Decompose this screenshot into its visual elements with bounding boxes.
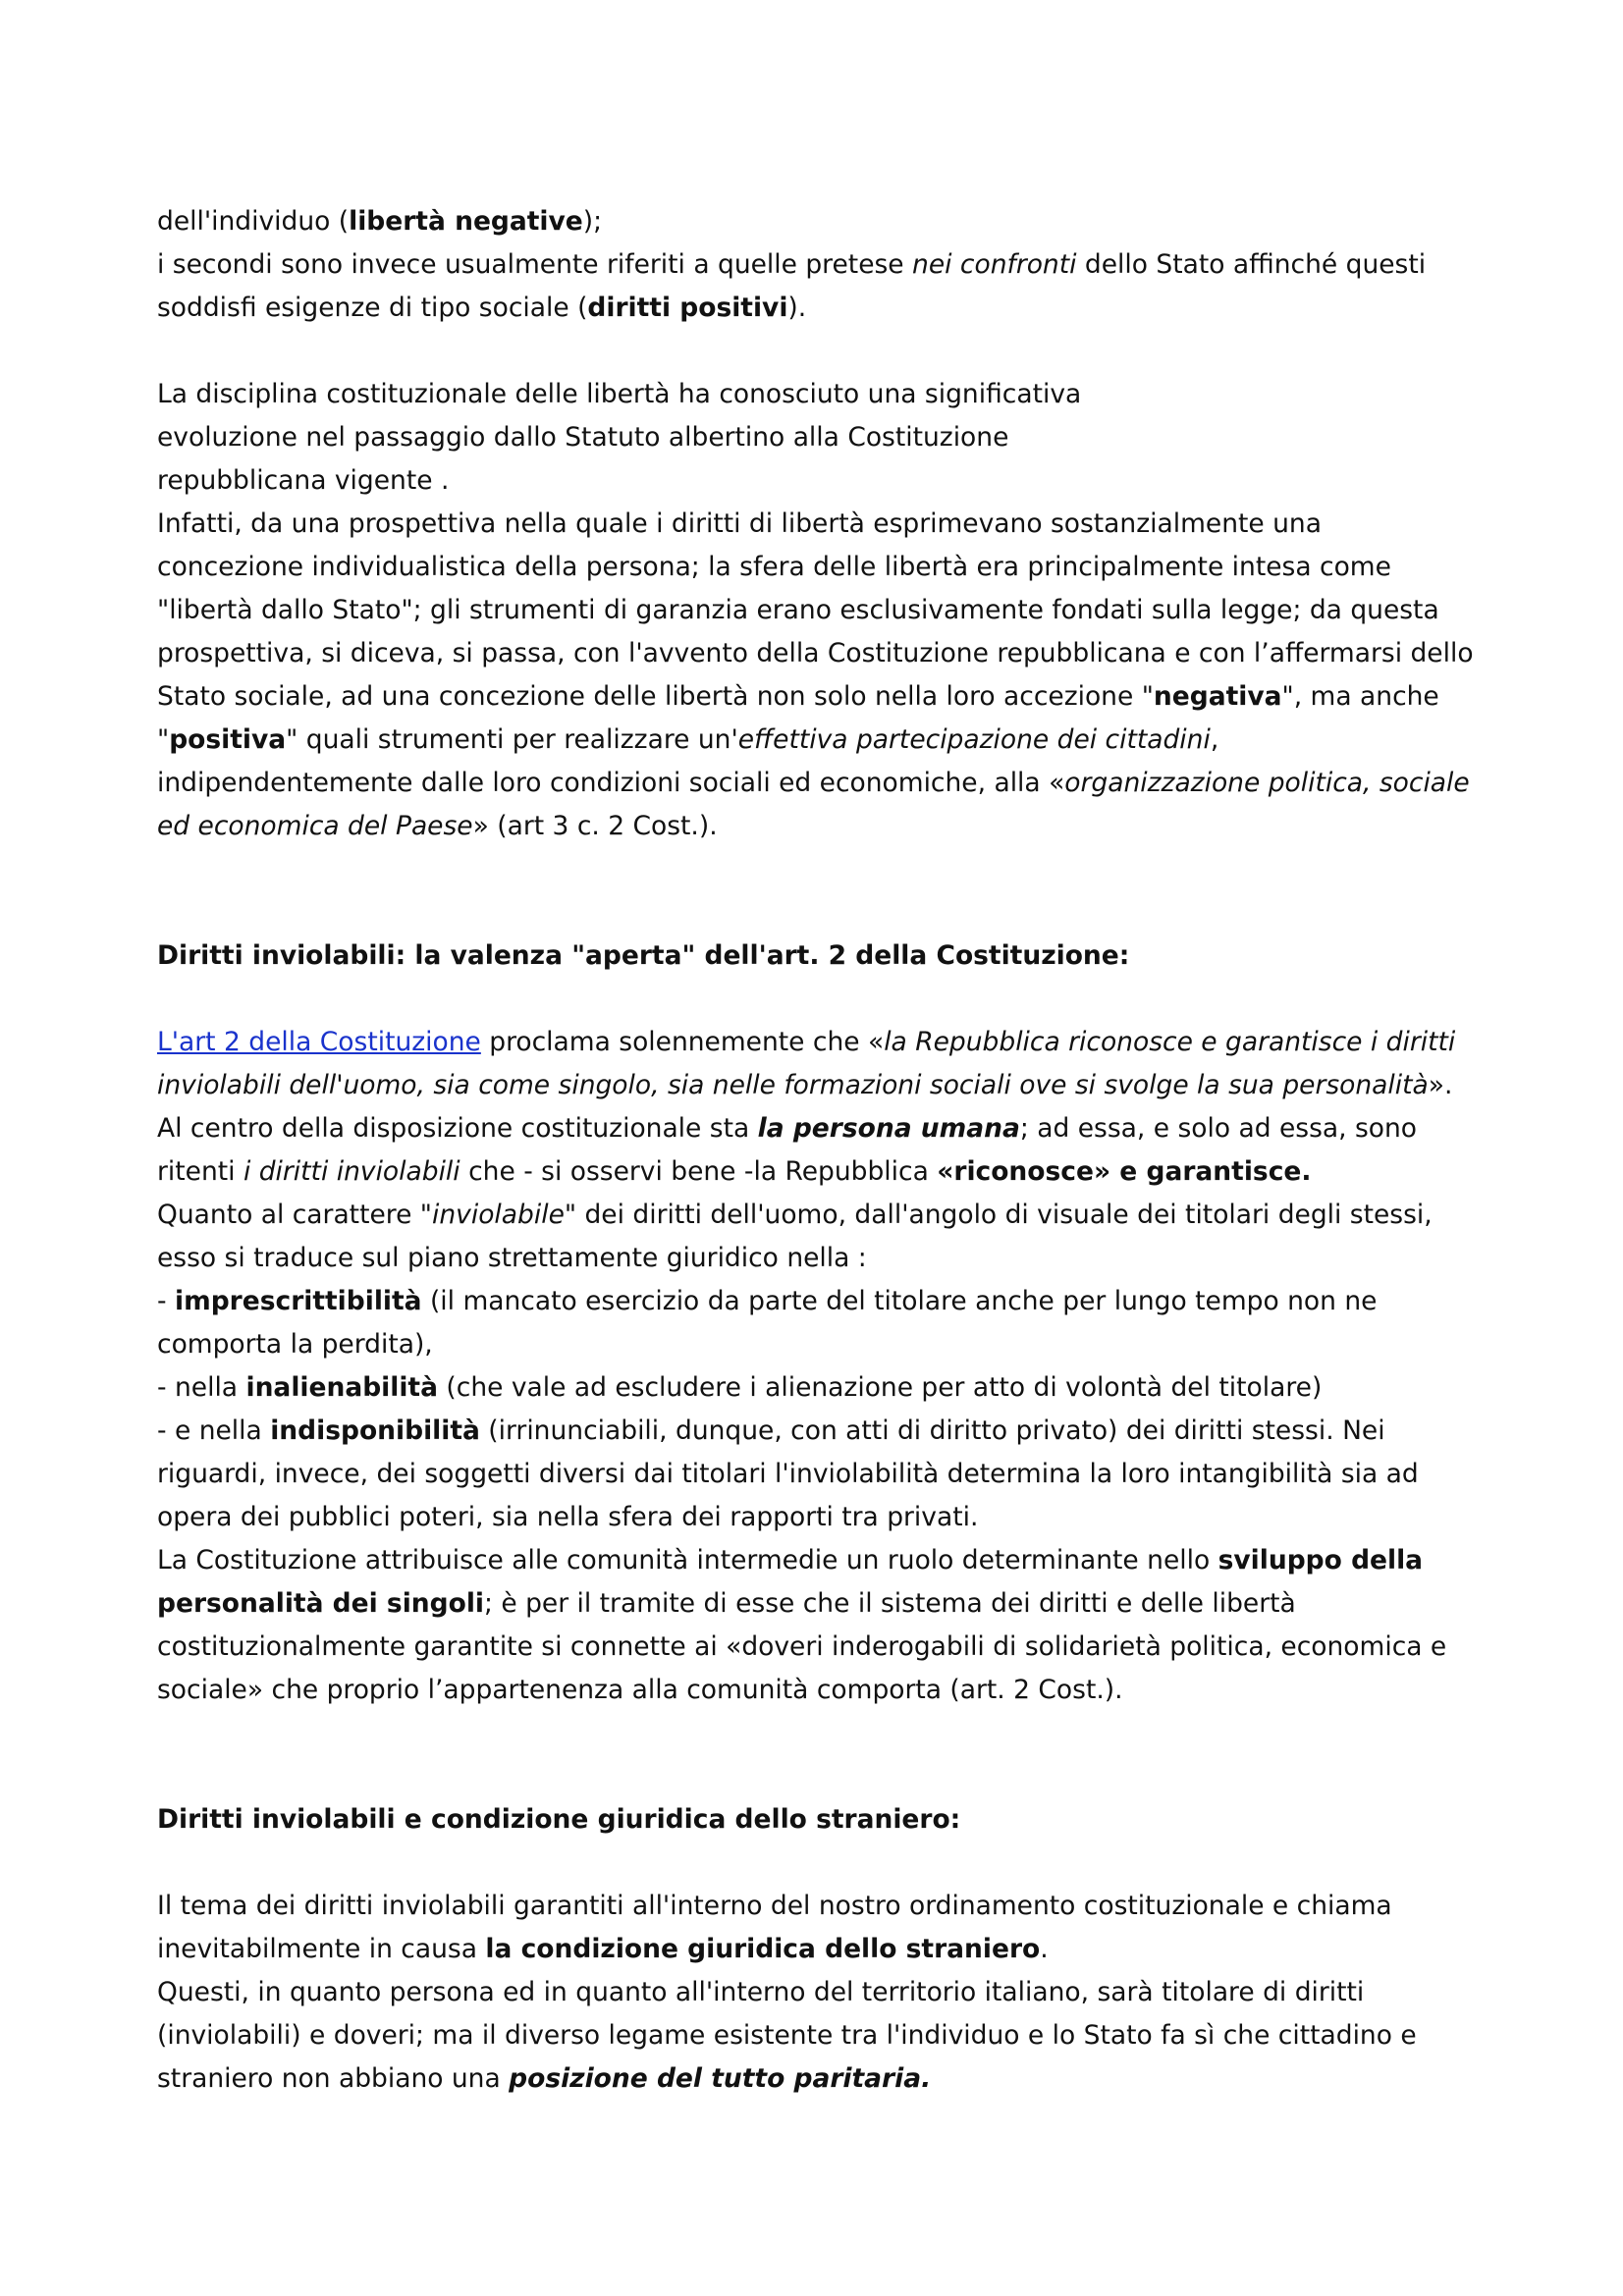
text-run: . (1040, 1934, 1049, 1964)
spacer (157, 330, 1476, 373)
bold-term: diritti positivi (587, 293, 788, 323)
section2-paragraph-2 (157, 1971, 1476, 2101)
list-item-inalienabilita (157, 1366, 1476, 1410)
italic-term: inviolabile (432, 1200, 565, 1230)
italic-term: i diritti inviolabili (243, 1156, 460, 1187)
text-run: i secondi sono invece usualmente riferiti a quelle pretese (157, 249, 913, 280)
article-2-link[interactable]: L'art 2 della Costituzione (157, 1027, 481, 1057)
text-run: (che vale ad escludere i alienazione per atto di volontà del titolare) (437, 1372, 1323, 1403)
text-run: Infatti, da una prospettiva nella quale i diritti di libertà esprimevano sostanzialmente una concezione individualistica della persona; la sfera delle libertà era principalmente intesa come "libertà dallo Stato"; gli strumenti di garanzia erano esclusivamente fondati sulla legge; da questa prospettiva, si diceva, si passa, con l'avvento della Costituzione repubblicana e con l’affermarsi dello Stato sociale, ad una concezione delle libertà non solo nella loro accezione " (157, 508, 1474, 712)
bold-term: imprescrittibilità (175, 1286, 422, 1316)
text-run: ; ad essa, e solo ad essa, sono ritenti (157, 1113, 1418, 1187)
evolution-paragraph-2 (157, 503, 1476, 848)
text-run: Il tema dei diritti inviolabili garantiti all'interno del nostro ordinamento costituzionale e chiama inevitabilmente in causa (157, 1891, 1392, 1964)
text-run: - (157, 1286, 175, 1316)
text-run: (irrinunciabili, dunque, con atti di diritto privato) dei diritti stessi. Nei riguardi, invece, dei soggetti diversi dai titolari l'inviolabilità determina la loro intangibilità sia ad opera dei pubblici poteri, sia nella sfera dei rapporti tra privati. (157, 1415, 1419, 1532)
italic-term: nei confronti (912, 249, 1077, 280)
section-heading-inviolable-rights: Diritti inviolabili: la valenza "aperta" dell'art. 2 della Costituzione: (157, 940, 1130, 971)
text-run: La disciplina costituzionale delle libertà ha conosciuto una significativa evoluzione nel passaggio dallo Statuto albertino alla Costituzione (157, 379, 1082, 453)
text-run: " quali strumenti per realizzare un' (286, 724, 738, 755)
text-run: » (art 3 c. 2 Cost.). (472, 811, 718, 841)
text-run: " dei diritti dell'uomo, dall'angolo di visuale dei titolari degli stessi, esso si traduce sul piano strettamente giuridico nella : (157, 1200, 1433, 1273)
italic-quote: la Repubblica riconosce e garantisce i diritti inviolabili dell'uomo, sia come singolo, sia nelle formazioni sociali ove si svolge la sua personalità (157, 1027, 1456, 1100)
bold-term: la condizione giuridica dello straniero (485, 1934, 1041, 1964)
bold-italic-term: posizione del tutto paritaria. (509, 2063, 932, 2094)
bold-term: sviluppo della personalità dei singoli (157, 1545, 1424, 1619)
bold-term: indisponibilità (270, 1415, 480, 1446)
text-run: ). (787, 293, 807, 323)
text-run: dello Stato affinché questi soddisfi esigenze di tipo sociale ( (157, 249, 1427, 323)
bold-term: positiva (169, 724, 287, 755)
bold-term: «riconosce» e garantisce. (937, 1156, 1312, 1187)
section1-paragraph-2 (157, 1107, 1476, 1194)
bold-term: inalienabilità (245, 1372, 438, 1403)
italic-term: effettiva partecipazione dei cittadini (737, 724, 1211, 755)
text-run: dell'individuo ( (157, 206, 350, 237)
text-run: ); (582, 206, 603, 237)
text-run: ; è per il tramite di esse che il sistema dei diritti e delle libertà costituzionalmente garantite si connette ai «doveri inderogabili di solidarietà politica, economica e sociale» che proprio l’appartenenza alla comunità comporta (art. 2 Cost.). (157, 1588, 1447, 1705)
section1-paragraph-3 (157, 1194, 1476, 1280)
list-item-indisponibilita (157, 1410, 1476, 1539)
intro-paragraph-2 (157, 243, 1476, 330)
text-run: che - si osservi bene -la Repubblica (460, 1156, 938, 1187)
spacer (157, 978, 1476, 1021)
text-run: - e nella (157, 1415, 271, 1446)
bold-term: negativa (1153, 681, 1282, 712)
text-run: ». (1428, 1070, 1453, 1100)
evolution-paragraph-1-tail: repubblicana vigente . (157, 465, 450, 496)
text-run: Al centro della disposizione costituzionale sta (157, 1113, 758, 1144)
text-run: (il mancato esercizio da parte del titolare anche per lungo tempo non ne comporta la perdita), (157, 1286, 1378, 1360)
section-heading-foreigner: Diritti inviolabili e condizione giuridica dello straniero: (157, 1804, 961, 1835)
italic-term: organizzazione politica, sociale ed economica del Paese (157, 768, 1470, 841)
section1-paragraph-7 (157, 1539, 1476, 1712)
evolution-paragraph-1 (157, 373, 1178, 459)
list-item-imprescrittibilita (157, 1280, 1476, 1366)
intro-paragraph-1 (157, 200, 1476, 243)
text-run: - nella (157, 1372, 246, 1403)
bold-term: libertà negative (349, 206, 583, 237)
text-run: ", ma anche " (157, 681, 1439, 755)
section1-paragraph-1 (157, 1021, 1476, 1107)
spacer (157, 1712, 1476, 1798)
text-run: proclama solennemente che « (480, 1027, 885, 1057)
text-run: Quanto al carattere " (157, 1200, 432, 1230)
text-run: Questi, in quanto persona ed in quanto all'interno del territorio italiano, sarà titolare di diritti (inviolabili) e doveri; ma il diverso legame esistente tra l'individuo e lo Stato fa sì che cittadino e straniero non abbiano una (157, 1977, 1417, 2094)
spacer (157, 1842, 1476, 1885)
spacer (157, 848, 1476, 934)
text-run: , indipendentemente dalle loro condizioni sociali ed economiche, alla « (157, 724, 1219, 798)
bold-italic-term: la persona umana (757, 1113, 1020, 1144)
section2-paragraph-1 (157, 1885, 1476, 1971)
text-run: La Costituzione attribuisce alle comunità intermedie un ruolo determinante nello (157, 1545, 1218, 1575)
